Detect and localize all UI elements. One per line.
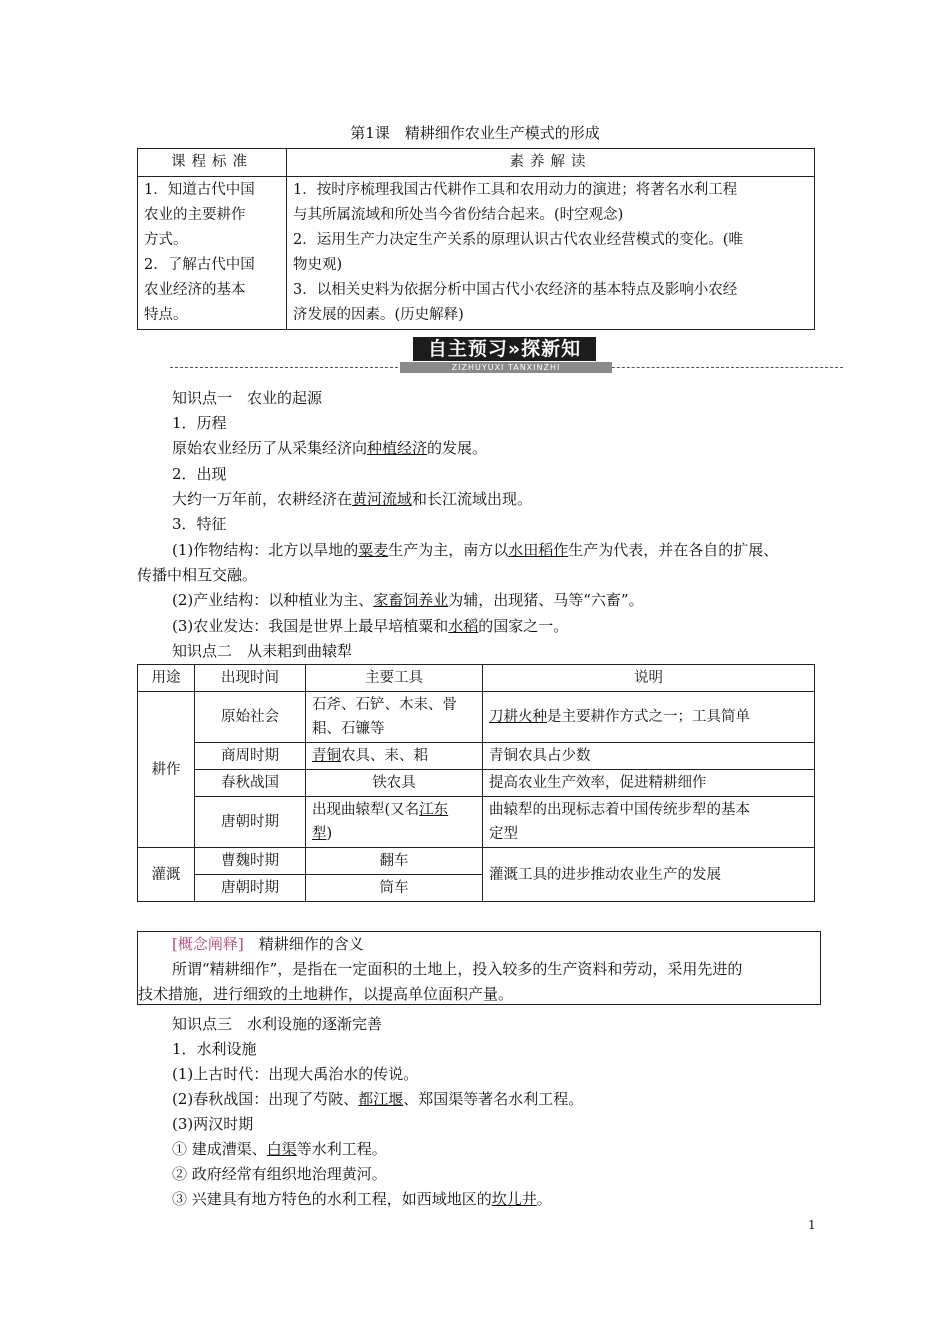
col-header: 主要工具 — [306, 665, 483, 692]
text-line: 与其所属流域和所处当今省份结合起来。(时空观念) — [293, 207, 624, 223]
use-cell: 灌溉 — [138, 848, 195, 902]
k1-s2-text: 大约一万年前，农耕经济在黄河流域和长江流域出现。 — [172, 490, 533, 508]
tool-cell: 石斧、石铲、木耒、骨 耜、石镰等 — [306, 692, 483, 743]
k2-heading: 知识点二 从耒耜到曲辕犁 — [172, 642, 353, 660]
text-line: 1．知道古代中国 — [144, 182, 255, 198]
use-cell: 耕作 — [138, 692, 195, 848]
arrow-icon: » — [507, 338, 522, 360]
note-cell: 灌溉工具的进步推动农业生产的发展 — [483, 848, 815, 902]
page-number: 1 — [808, 1218, 816, 1232]
text-line: 济发展的因素。(历史解释) — [293, 307, 464, 323]
col-header: 说明 — [483, 665, 815, 692]
tools-table — [137, 664, 815, 902]
tool-cell: 筒车 — [306, 875, 483, 902]
k1-s1-text: 原始农业经历了从采集经济向种植经济的发展。 — [172, 439, 488, 457]
text-line: 物史观) — [293, 257, 343, 273]
text-line: 3．以相关史料为依据分析中国古代小农经济的基本特点及影响小农经 — [293, 282, 738, 298]
banner-title: 自主预习»探新知 — [413, 337, 596, 361]
header-standards: 课程标准 — [138, 149, 287, 177]
time-cell: 曹魏时期 — [195, 848, 306, 875]
k3-heading: 知识点三 水利设施的逐渐完善 — [172, 1015, 383, 1033]
tool-cell: 翻车 — [306, 848, 483, 875]
concept-box — [137, 931, 821, 1005]
note-cell: 曲辕犁的出现标志着中国传统步犁的基本 定型 — [483, 797, 815, 848]
k1-f1: (1)作物结构：北方以旱地的粟麦生产为主，南方以水田稻作生产为代表，并在各自的扩展、 — [172, 541, 779, 559]
page-title: 第1课 精耕细作农业生产模式的形成 — [350, 124, 600, 142]
concept-tag: [概念阐释] — [172, 935, 244, 953]
concept-text: 所谓“精耕细作”，是指在一定面积的土地上，投入较多的生产资料和劳动，采用先进的 — [172, 960, 743, 978]
k3-a3: (3)两汉时期 — [172, 1115, 254, 1133]
time-cell: 原始社会 — [195, 692, 306, 743]
time-cell: 唐朝时期 — [195, 875, 306, 902]
divider — [170, 367, 413, 368]
k3-s1: 1．水利设施 — [172, 1040, 257, 1058]
banner-pinyin: ZIZHUYUXI TANXINZHI — [400, 362, 612, 373]
text-line: 方式。 — [144, 232, 188, 248]
text-line: 特点。 — [144, 307, 188, 323]
k1-s2: 2．出现 — [172, 465, 227, 483]
k1-heading: 知识点一 农业的起源 — [172, 389, 323, 407]
time-cell: 春秋战国 — [195, 770, 306, 797]
col-header: 出现时间 — [195, 665, 306, 692]
concept-heading: [概念阐释] 精耕细作的含义 — [172, 935, 364, 953]
section-banner — [0, 337, 950, 373]
tool-cell: 出现曲辕犁(又名江东 犁) — [306, 797, 483, 848]
k1-f2: (2)产业结构：以种植业为主、家畜饲养业为辅，出现猪、马等“六畜”。 — [172, 591, 644, 609]
text-line: 2．了解古代中国 — [144, 257, 255, 273]
k3-a2: (2)春秋战国：出现了芍陂、都江堰、郑国渠等著名水利工程。 — [172, 1090, 584, 1108]
tool-cell: 铁农具 — [306, 770, 483, 797]
k3-b2: ② 政府经常有组织地治理黄河。 — [172, 1165, 387, 1183]
text-line: 2．运用生产力决定生产关系的原理认识古代农业经营模式的变化。(唯 — [293, 232, 743, 248]
k1-f1-cont: 传播中相互交融。 — [137, 566, 258, 584]
concept-text: 技术措施，进行细致的土地耕作，以提高单位面积产量。 — [138, 985, 514, 1003]
note-cell: 提高农业生产效率，促进精耕细作 — [483, 770, 815, 797]
k3-a1: (1)上古时代：出现大禹治水的传说。 — [172, 1065, 419, 1083]
header-literacy: 素养解读 — [287, 149, 815, 177]
standards-left-cell — [138, 177, 287, 330]
k1-f3: (3)农业发达：我国是世界上最早培植粟和水稻的国家之一。 — [172, 617, 569, 635]
k1-s3: 3．特征 — [172, 515, 227, 533]
standards-right-cell — [287, 177, 815, 330]
k1-s1: 1．历程 — [172, 414, 227, 432]
text-line: 1．按时序梳理我国古代耕作工具和农用动力的演进；将著名水利工程 — [293, 182, 738, 198]
time-cell: 唐朝时期 — [195, 797, 306, 848]
text-line: 农业的主要耕作 — [144, 207, 246, 223]
note-cell: 青铜农具占少数 — [483, 743, 815, 770]
k3-b3: ③ 兴建具有地方特色的水利工程，如西域地区的坎儿井。 — [172, 1190, 552, 1208]
text-line: 农业经济的基本 — [144, 282, 246, 298]
k3-b1: ① 建成漕渠、白渠等水利工程。 — [172, 1140, 387, 1158]
tool-cell: 青铜农具、耒、耜 — [306, 743, 483, 770]
col-header: 用途 — [138, 665, 195, 692]
note-cell: 刀耕火种是主要耕作方式之一；工具简单 — [483, 692, 815, 743]
divider — [597, 367, 843, 368]
time-cell: 商周时期 — [195, 743, 306, 770]
standards-table — [137, 148, 815, 330]
